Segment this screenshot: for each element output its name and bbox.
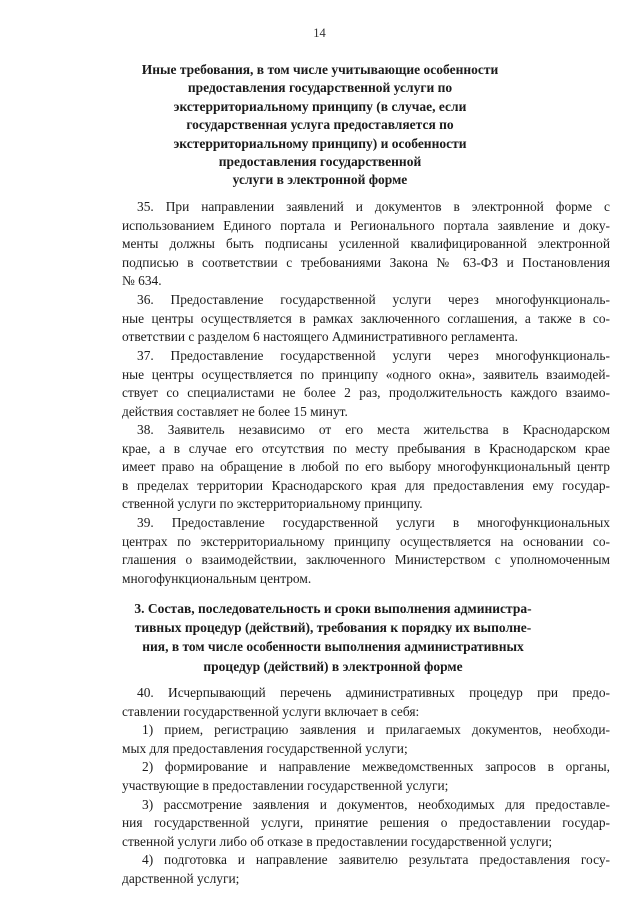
list-item-3-line: ния государственной услуги, принятие решения о предоставлении государ- <box>122 815 610 831</box>
list-item-1-line: 1) прием, регистрацию заявления и прилагаемых документов, необходи- <box>142 722 610 738</box>
paragraph-line: 38. Заявитель независимо от его места жительства в Краснодарском <box>137 422 610 437</box>
list-item-3-line: ственной услуги либо об отказе в предоставлении государственной услуги; <box>122 833 553 849</box>
heading-line: 3. Состав, последовательность и сроки выполнения администра- <box>134 601 532 616</box>
heading-line: государственная услуга предоставляется по <box>186 117 454 133</box>
list-item-4-line: 4) подготовка и направление заявителю результата предоставления госу- <box>142 852 610 868</box>
heading-line: тивных процедур (действий), требования к порядку их выполне- <box>134 620 532 636</box>
paragraph-line: глашения о взаимодействии, заключенного Министерством с уполномоченным <box>122 552 610 568</box>
heading-line: предоставления государственной <box>218 154 422 170</box>
paragraph-40 <box>122 684 610 889</box>
paragraph-line: ствует со специалистами не более 2 раз, продолжительность каждого взаимо- <box>122 385 610 401</box>
paragraph-line: крае, а в случае его отсутствия по месту пребывания в Краснодарском крае <box>122 440 610 456</box>
list-item-2-line: 2) формирование и направление межведомственных запросов в органы, <box>142 759 610 775</box>
paragraph-37 <box>122 347 610 421</box>
paragraph-line: действия составляет не более 15 минут. <box>122 403 348 419</box>
paragraph-38 <box>122 421 610 514</box>
paragraph-line: менты должны быть подписаны усиленной квалифицированной электронной <box>122 236 610 252</box>
paragraph-line: 36. Предоставление государственной услуги через многофункциональ- <box>137 292 610 307</box>
heading-line: процедур (действий) в электронной форме <box>203 658 463 674</box>
paragraph-line: подписью в соответствии с требованиями Закона № 63-ФЗ и Постановления <box>122 254 610 270</box>
paragraph-line: 40. Исчерпывающий перечень административных процедур при предо- <box>137 685 610 700</box>
heading-line: экстерриториальному принципу (в случае, если <box>173 98 467 114</box>
paragraph-39 <box>122 514 610 588</box>
paragraph-35 <box>122 198 610 291</box>
paragraph-36 <box>122 291 610 347</box>
paragraph-line: ственной услуги по экстерриториальному принципу. <box>122 496 423 512</box>
heading-line: услуги в электронной форме <box>232 172 408 188</box>
heading-line: Иные требования, в том числе учитывающие особенности <box>141 62 499 77</box>
paragraph-line: имеет право на обращение в любой по его выбору многофункциональный центр <box>122 459 610 475</box>
list-item-3-line: 3) рассмотрение заявления и документов, необходимых для предоставле- <box>142 796 610 812</box>
heading-line: предоставления государственной услуги по <box>187 80 453 96</box>
section-heading-other-requirements <box>105 61 535 190</box>
page-number: 14 <box>313 26 326 40</box>
paragraph-line: № 634. <box>122 273 162 289</box>
list-item-2-line: участвующие в предоставлении государственной услуги; <box>122 777 449 793</box>
paragraph-line: ные центры осуществляется по принципу «одного окна», заявитель взаимодей- <box>122 366 610 382</box>
paragraph-line: 35. При направлении заявлений и документов в электронной форме с <box>137 199 610 214</box>
paragraph-line: ответствии с разделом 6 настоящего Административного регламента. <box>122 329 518 345</box>
paragraph-line: многофункциональным центром. <box>122 570 312 586</box>
paragraph-line: использованием Единого портала и Регионального портала заявление и доку- <box>122 217 610 233</box>
paragraph-line: центрах по экстерриториальному принципу осуществляется на основании со- <box>122 533 610 549</box>
paragraph-line: ные центры осуществляется в рамках заключенного соглашения, а также в со- <box>122 310 610 326</box>
heading-line: экстерриториальному принципу) и особенности <box>173 135 467 151</box>
paragraph-line: 39. Предоставление государственной услуги в многофункциональных <box>137 515 610 530</box>
paragraph-line: в пределах территории Краснодарского края для предоставления ему государ- <box>122 477 610 493</box>
heading-line: ния, в том числе особенности выполнения административных <box>142 639 524 655</box>
section-heading-3 <box>108 599 558 676</box>
paragraph-line: 37. Предоставление государственной услуги через многофункциональ- <box>137 348 610 363</box>
list-item-4-line: дарственной услуги; <box>122 870 240 886</box>
list-item-1-line: мых для предоставления государственной услуги; <box>122 740 408 756</box>
paragraph-line: ставлении государственной услуги включает в себя: <box>122 703 420 719</box>
